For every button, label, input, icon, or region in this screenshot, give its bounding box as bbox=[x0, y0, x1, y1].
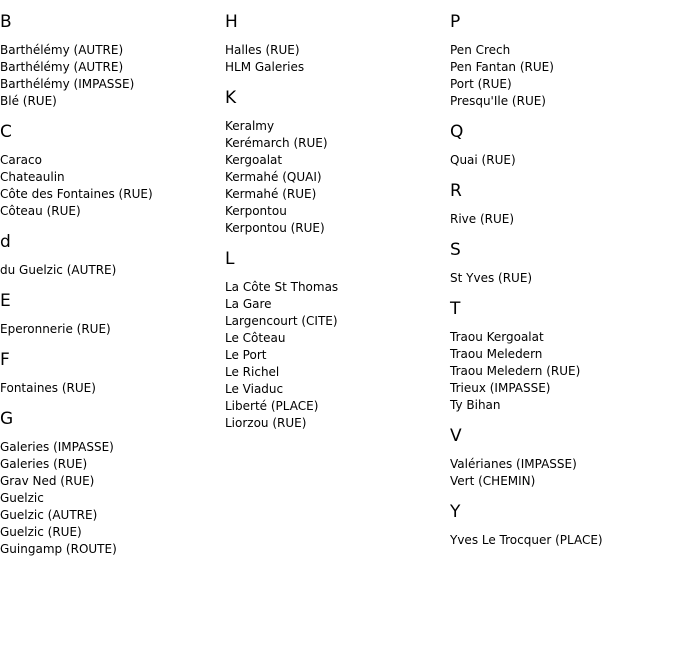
street-item[interactable]: Kerémarch (RUE) bbox=[225, 136, 328, 150]
letter-heading: P bbox=[450, 12, 461, 32]
street-item[interactable]: Rive (RUE) bbox=[450, 212, 515, 226]
letter-heading: G bbox=[0, 409, 14, 429]
street-list bbox=[225, 279, 450, 432]
street-item[interactable]: Le Port bbox=[225, 348, 267, 362]
street-item[interactable]: La Côte St Thomas bbox=[225, 280, 339, 294]
street-list bbox=[225, 42, 450, 76]
street-item[interactable]: Côte des Fontaines (RUE) bbox=[0, 187, 153, 201]
street-list bbox=[0, 262, 225, 279]
letter-heading: T bbox=[450, 299, 461, 319]
letter-group-q bbox=[450, 122, 675, 169]
street-item[interactable]: Valérianes (IMPASSE) bbox=[450, 457, 577, 471]
letter-group-v bbox=[450, 426, 675, 490]
street-list bbox=[450, 211, 675, 228]
letter-heading: B bbox=[0, 12, 12, 32]
street-list bbox=[0, 439, 225, 558]
street-item[interactable]: Fontaines (RUE) bbox=[0, 381, 96, 395]
street-item[interactable]: Le Viaduc bbox=[225, 382, 284, 396]
street-item[interactable]: Barthélémy (AUTRE) bbox=[0, 43, 124, 57]
street-item[interactable]: Trieux (IMPASSE) bbox=[450, 381, 551, 395]
letter-heading: F bbox=[0, 350, 10, 370]
letter-heading: K bbox=[225, 88, 237, 108]
street-item[interactable]: Guelzic (RUE) bbox=[0, 525, 82, 539]
street-list bbox=[450, 42, 675, 110]
street-item[interactable]: Guelzic (AUTRE) bbox=[0, 508, 98, 522]
letter-heading: L bbox=[225, 249, 235, 269]
index-column-2 bbox=[225, 0, 450, 432]
street-item[interactable]: Grav Ned (RUE) bbox=[0, 474, 95, 488]
street-list bbox=[0, 42, 225, 110]
letter-heading: S bbox=[450, 240, 461, 260]
street-item[interactable]: St Yves (RUE) bbox=[450, 271, 533, 285]
street-item[interactable]: Barthélémy (AUTRE) bbox=[0, 60, 124, 74]
street-item[interactable]: Côteau (RUE) bbox=[0, 204, 81, 218]
letter-group-d bbox=[0, 232, 225, 279]
street-item[interactable]: Guelzic bbox=[0, 491, 44, 505]
street-item[interactable]: Liberté (PLACE) bbox=[225, 399, 319, 413]
street-item[interactable]: Kermahé (QUAI) bbox=[225, 170, 322, 184]
letter-group-c bbox=[0, 122, 225, 220]
street-item[interactable]: Le Côteau bbox=[225, 331, 286, 345]
street-item[interactable]: Quai (RUE) bbox=[450, 153, 516, 167]
letter-group-k bbox=[225, 88, 450, 237]
street-item[interactable]: Keralmy bbox=[225, 119, 275, 133]
letter-group-f bbox=[0, 350, 225, 397]
letter-heading: R bbox=[450, 181, 462, 201]
street-list bbox=[450, 270, 675, 287]
street-item[interactable]: Barthélémy (IMPASSE) bbox=[0, 77, 135, 91]
street-list bbox=[0, 152, 225, 220]
street-list bbox=[450, 532, 675, 549]
street-list bbox=[0, 321, 225, 338]
letter-group-p bbox=[450, 12, 675, 110]
street-item[interactable]: Traou Kergoalat bbox=[450, 330, 544, 344]
street-item[interactable]: Galeries (RUE) bbox=[0, 457, 88, 471]
letter-heading: E bbox=[0, 291, 11, 311]
street-item[interactable]: Caraco bbox=[0, 153, 42, 167]
street-item[interactable]: Kerpontou bbox=[225, 204, 287, 218]
street-item[interactable]: Traou Meledern (RUE) bbox=[450, 364, 581, 378]
street-item[interactable]: Presqu'Ile (RUE) bbox=[450, 94, 546, 108]
street-item[interactable]: Kergoalat bbox=[225, 153, 283, 167]
letter-group-l bbox=[225, 249, 450, 432]
letter-heading: Q bbox=[450, 122, 464, 142]
letter-group-b bbox=[0, 12, 225, 110]
letter-heading: d bbox=[0, 232, 11, 252]
street-item[interactable]: La Gare bbox=[225, 297, 272, 311]
street-list bbox=[0, 380, 225, 397]
street-item[interactable]: Yves Le Trocquer (PLACE) bbox=[450, 533, 603, 547]
street-item[interactable]: Chateaulin bbox=[0, 170, 65, 184]
street-list bbox=[225, 118, 450, 237]
street-list bbox=[450, 456, 675, 490]
street-item[interactable]: Kerpontou (RUE) bbox=[225, 221, 325, 235]
street-item[interactable]: Ty Bihan bbox=[450, 398, 501, 412]
letter-group-g bbox=[0, 409, 225, 558]
letter-group-e bbox=[0, 291, 225, 338]
street-item[interactable]: Liorzou (RUE) bbox=[225, 416, 307, 430]
index-column-1 bbox=[0, 0, 225, 558]
street-item[interactable]: Pen Crech bbox=[450, 43, 511, 57]
letter-group-y bbox=[450, 502, 675, 549]
letter-heading: H bbox=[225, 12, 238, 32]
street-list bbox=[450, 152, 675, 169]
street-item[interactable]: Le Richel bbox=[225, 365, 280, 379]
street-item[interactable]: Eperonnerie (RUE) bbox=[0, 322, 111, 336]
letter-group-h bbox=[225, 12, 450, 76]
letter-heading: C bbox=[0, 122, 12, 142]
street-list bbox=[450, 329, 675, 414]
letter-heading: V bbox=[450, 426, 462, 446]
letter-group-t bbox=[450, 299, 675, 414]
street-item[interactable]: Galeries (IMPASSE) bbox=[0, 440, 114, 454]
street-item[interactable]: Vert (CHEMIN) bbox=[450, 474, 536, 488]
street-item[interactable]: Port (RUE) bbox=[450, 77, 512, 91]
street-item[interactable]: Guingamp (ROUTE) bbox=[0, 542, 117, 556]
letter-group-s bbox=[450, 240, 675, 287]
street-item[interactable]: Largencourt (CITE) bbox=[225, 314, 338, 328]
street-item[interactable]: Blé (RUE) bbox=[0, 94, 57, 108]
index-column-3 bbox=[450, 0, 675, 549]
street-item[interactable]: Kermahé (RUE) bbox=[225, 187, 317, 201]
street-item[interactable]: Traou Meledern bbox=[450, 347, 543, 361]
street-item[interactable]: HLM Galeries bbox=[225, 60, 305, 74]
letter-group-r bbox=[450, 181, 675, 228]
letter-heading: Y bbox=[450, 502, 461, 522]
street-item[interactable]: Halles (RUE) bbox=[225, 43, 300, 57]
street-item[interactable]: Pen Fantan (RUE) bbox=[450, 60, 554, 74]
street-item[interactable]: du Guelzic (AUTRE) bbox=[0, 263, 117, 277]
